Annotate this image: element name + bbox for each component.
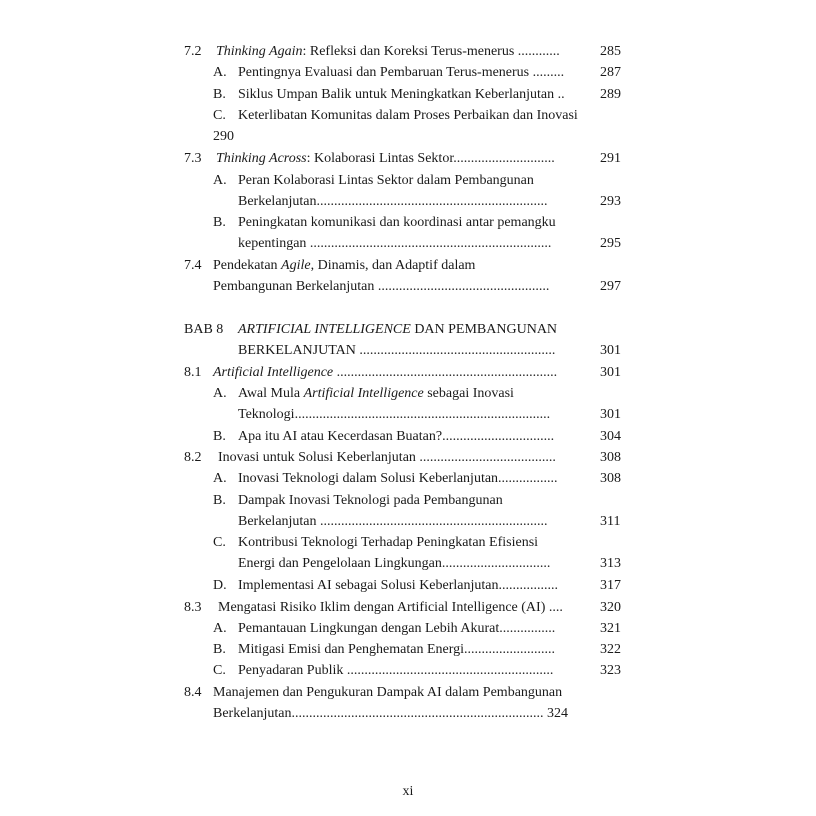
toc-title-segment: Berkelanjutan........................................................................ 324 bbox=[213, 706, 569, 721]
toc-title-segment: DAN PEMBANGUNAN bbox=[410, 322, 558, 337]
toc-title-segment: : Kolaborasi Lintas Sektor............................. bbox=[306, 151, 555, 166]
toc-title-segment: Apa itu AI atau Kecerdasan Buatan?................................ bbox=[238, 429, 555, 444]
toc-entry-title bbox=[238, 426, 554, 447]
toc-title-segment: Pentingnya Evaluasi dan Pembaruan Terus-menerus ......... bbox=[238, 65, 565, 80]
toc-title-segment: sebagai Inovasi bbox=[423, 386, 514, 401]
toc-entry bbox=[0, 447, 816, 468]
toc-title-segment: , Dinamis, dan Adaptif dalam bbox=[310, 258, 476, 273]
toc-entry-title bbox=[238, 490, 503, 511]
toc-entry-number: B. bbox=[213, 87, 226, 102]
toc-entry bbox=[0, 597, 816, 618]
toc-entry bbox=[0, 383, 816, 404]
toc-entry-title bbox=[238, 212, 556, 233]
toc-entry bbox=[0, 660, 816, 681]
toc-entry bbox=[0, 276, 816, 297]
toc-entry-page: 301 bbox=[600, 365, 621, 380]
toc-title-segment: Peran Kolaborasi Lintas Sektor dalam Pembangunan bbox=[238, 173, 534, 188]
toc-entry-number: A. bbox=[213, 173, 227, 188]
toc-entry-title bbox=[216, 41, 560, 62]
toc-entry-title bbox=[238, 404, 550, 425]
toc-entry-title bbox=[213, 276, 549, 297]
toc-title-segment: BERKELANJUTAN ........................................................ bbox=[238, 343, 556, 358]
toc-entry-page: 320 bbox=[600, 600, 621, 615]
toc-entry bbox=[0, 255, 816, 276]
toc-entry-title bbox=[213, 703, 568, 724]
toc-entry-number: A. bbox=[213, 471, 227, 486]
toc-title-segment: Agile bbox=[281, 258, 311, 273]
toc-title-segment: Teknologi......................................................................... bbox=[238, 407, 551, 422]
toc-entry-number: 8.4 bbox=[184, 685, 202, 700]
toc-entry-page: 311 bbox=[600, 514, 621, 529]
toc-title-segment: Kontribusi Teknologi Terhadap Peningkatan Efisiensi bbox=[238, 535, 539, 550]
toc-title-segment: Manajemen dan Pengukuran Dampak AI dalam Pembangunan bbox=[213, 685, 563, 700]
toc-entry bbox=[0, 468, 816, 489]
toc-entry-page: 323 bbox=[600, 663, 621, 678]
toc-entry-number: B. bbox=[213, 493, 226, 508]
toc-entry-title bbox=[216, 148, 555, 169]
toc-entry-title bbox=[238, 618, 555, 639]
toc-entry-page: 301 bbox=[600, 343, 621, 358]
toc-title-segment: Inovasi Teknologi dalam Solusi Keberlanjutan................. bbox=[238, 471, 558, 486]
toc-entry-page: 293 bbox=[600, 194, 621, 209]
toc-entry-number: B. bbox=[213, 642, 226, 657]
toc-title-segment: Penyadaran Publik ........................................................... bbox=[238, 663, 554, 678]
toc-entry bbox=[0, 362, 816, 383]
toc-title-segment: Thinking Again bbox=[216, 44, 303, 59]
toc-entry-page: 295 bbox=[600, 236, 621, 251]
toc-entry-page: 308 bbox=[600, 450, 621, 465]
toc-entry bbox=[0, 511, 816, 532]
toc-entry-number: B. bbox=[213, 429, 226, 444]
toc-entry bbox=[0, 682, 816, 703]
toc-entry-page: 317 bbox=[600, 578, 621, 593]
toc-entry-number: BAB 8 bbox=[184, 322, 224, 337]
toc-entry-page: 321 bbox=[600, 621, 621, 636]
toc-entry bbox=[0, 148, 816, 169]
toc-entry-number: 7.4 bbox=[184, 258, 202, 273]
toc-title-segment: Artificial Intelligence bbox=[213, 365, 334, 380]
toc-entry bbox=[0, 212, 816, 233]
toc-entry-title bbox=[218, 447, 556, 468]
toc-title-segment: Pendekatan bbox=[213, 258, 282, 273]
toc-entry-title bbox=[238, 319, 557, 340]
toc-title-segment: Implementasi AI sebagai Solusi Keberlanjutan................. bbox=[238, 578, 558, 593]
toc-entry-page: 289 bbox=[600, 87, 621, 102]
toc-title-segment: Pembangunan Berkelanjutan ................................................. bbox=[213, 279, 550, 294]
toc-entry-page: 287 bbox=[600, 65, 621, 80]
toc-title-segment: Peningkatan komunikasi dan koordinasi antar pemangku bbox=[238, 215, 556, 230]
toc-entry-title bbox=[238, 340, 555, 361]
toc-title-segment: : Refleksi dan Koreksi Terus-menerus ............ bbox=[302, 44, 560, 59]
toc-title-segment: kepentingan ..................................................................... bbox=[238, 236, 552, 251]
toc-entry-number: 7.2 bbox=[184, 44, 202, 59]
toc-entry-page: 291 bbox=[600, 151, 621, 166]
toc-entry bbox=[0, 618, 816, 639]
toc-entry-title bbox=[238, 511, 548, 532]
toc-entry bbox=[0, 575, 816, 596]
toc-entry-title bbox=[213, 682, 562, 703]
toc-entry-title bbox=[238, 468, 558, 489]
toc-entry bbox=[0, 639, 816, 660]
toc-title-segment: Dampak Inovasi Teknologi pada Pembangunan bbox=[238, 493, 503, 508]
toc-entry-number: D. bbox=[213, 578, 227, 593]
toc-entry-page: 322 bbox=[600, 642, 621, 657]
toc-entry bbox=[0, 319, 816, 340]
toc-entry bbox=[0, 105, 816, 126]
toc-entry-title bbox=[238, 62, 564, 83]
toc-title-segment: Mitigasi Emisi dan Penghematan Energi.......................... bbox=[238, 642, 556, 657]
toc-entry-title bbox=[238, 532, 538, 553]
toc-title-segment: 290 bbox=[213, 129, 234, 144]
toc-entry-title bbox=[238, 170, 534, 191]
toc-title-segment: Artificial Intelligence bbox=[303, 386, 424, 401]
toc-entry-title bbox=[238, 639, 555, 660]
toc-entry-number: A. bbox=[213, 621, 227, 636]
toc-entry-page: 285 bbox=[600, 44, 621, 59]
toc-entry-title bbox=[213, 126, 234, 147]
toc-entry bbox=[0, 426, 816, 447]
toc-entry-title bbox=[238, 233, 551, 254]
toc-entry bbox=[0, 553, 816, 574]
toc-entry-title bbox=[218, 597, 563, 618]
toc-title-segment: Mengatasi Risiko Iklim dengan Artificial Intelligence (AI) .... bbox=[218, 600, 563, 615]
toc-entry-number: B. bbox=[213, 215, 226, 230]
toc-entry bbox=[0, 191, 816, 212]
toc-title-segment: Pemantauan Lingkungan dengan Lebih Akurat................ bbox=[238, 621, 556, 636]
toc-title-segment: ARTIFICIAL INTELLIGENCE bbox=[238, 322, 411, 337]
toc-entry-title bbox=[238, 553, 550, 574]
toc-entry bbox=[0, 41, 816, 62]
toc-entry bbox=[0, 490, 816, 511]
toc-title-segment: Energi dan Pengelolaan Lingkungan............................... bbox=[238, 556, 551, 571]
toc-entry bbox=[0, 532, 816, 553]
toc-entry-number: C. bbox=[213, 663, 226, 678]
toc-entry bbox=[0, 84, 816, 105]
toc-entry bbox=[0, 126, 816, 147]
toc-entry-number: 8.2 bbox=[184, 450, 202, 465]
toc-title-segment: Berkelanjutan ................................................................. bbox=[238, 514, 548, 529]
toc-entry bbox=[0, 233, 816, 254]
toc-entry bbox=[0, 703, 816, 724]
toc-entry-title bbox=[238, 84, 565, 105]
toc-entry-page: 313 bbox=[600, 556, 621, 571]
toc-entry-number: C. bbox=[213, 535, 226, 550]
toc-entry-number: C. bbox=[213, 108, 226, 123]
toc-title-segment: Siklus Umpan Balik untuk Meningkatkan Keberlanjutan .. bbox=[238, 87, 565, 102]
toc-entry bbox=[0, 170, 816, 191]
toc-entry-title bbox=[238, 191, 548, 212]
toc-entry-title bbox=[213, 255, 475, 276]
toc-entry-title bbox=[238, 105, 578, 126]
toc-entry bbox=[0, 62, 816, 83]
toc-entry bbox=[0, 340, 816, 361]
toc-entry-number: 7.3 bbox=[184, 151, 202, 166]
toc-entry-title bbox=[238, 383, 514, 404]
toc-title-segment: ............................................................... bbox=[333, 365, 558, 380]
toc-entry-number: A. bbox=[213, 65, 227, 80]
toc-entry-number: 8.3 bbox=[184, 600, 202, 615]
toc-entry-page: 301 bbox=[600, 407, 621, 422]
toc-entry-number: 8.1 bbox=[184, 365, 202, 380]
toc-entry-title bbox=[238, 660, 553, 681]
toc-title-segment: Berkelanjutan.................................................................. bbox=[238, 194, 548, 209]
toc-entry-title bbox=[238, 575, 558, 596]
toc-entry-page: 297 bbox=[600, 279, 621, 294]
toc-title-segment: Thinking Across bbox=[216, 151, 307, 166]
toc-entry bbox=[0, 404, 816, 425]
page-number: xi bbox=[402, 784, 414, 799]
toc-entry-title bbox=[213, 362, 557, 383]
toc-entry-page: 308 bbox=[600, 471, 621, 486]
toc-title-segment: Inovasi untuk Solusi Keberlanjutan ....................................... bbox=[218, 450, 556, 465]
toc-title-segment: Keterlibatan Komunitas dalam Proses Perbaikan dan Inovasi bbox=[238, 108, 578, 123]
toc-entry-page: 304 bbox=[600, 429, 621, 444]
toc-title-segment: Awal Mula bbox=[238, 386, 304, 401]
toc-entry-number: A. bbox=[213, 386, 227, 401]
